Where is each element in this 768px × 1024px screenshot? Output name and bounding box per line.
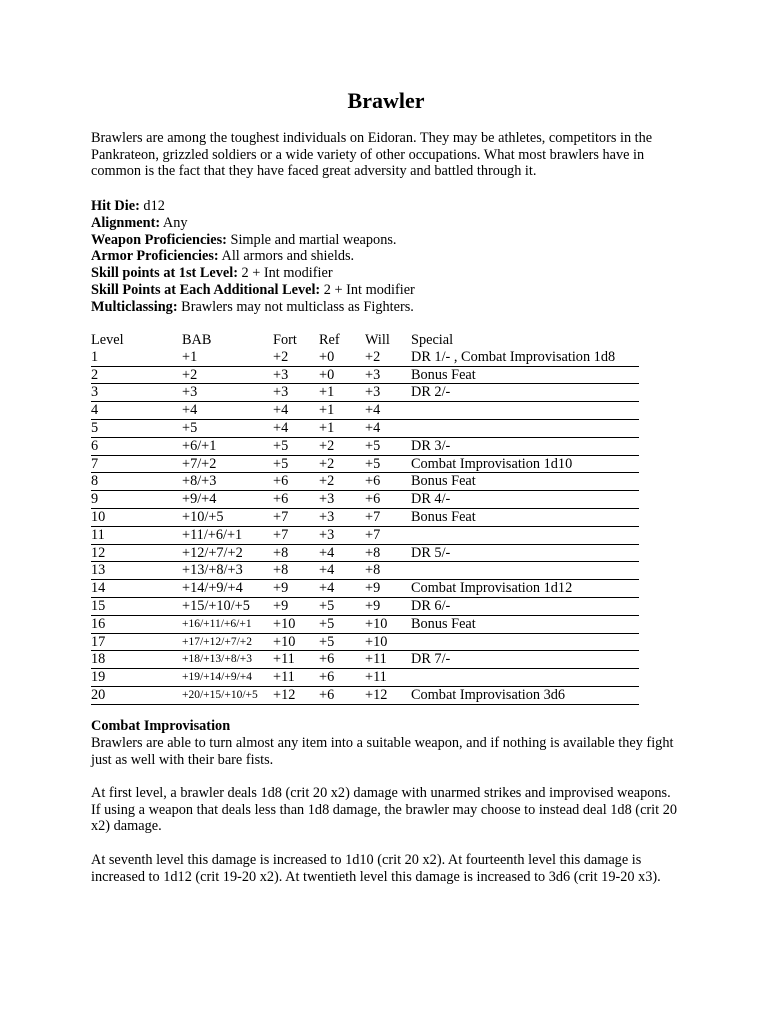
cell-ref: +5: [319, 633, 365, 651]
cell-bab: +9/+4: [182, 491, 273, 509]
cell-will: +11: [365, 669, 411, 687]
attr-value: 2 + Int modifier: [237, 265, 333, 282]
cell-ref: +1: [319, 384, 365, 402]
cell-ref: +6: [319, 651, 365, 669]
cell-special: DR 3/-: [411, 437, 639, 455]
cell-will: +3: [365, 384, 411, 402]
cell-bab: +17/+12/+7/+2: [182, 633, 273, 651]
cell-will: +8: [365, 562, 411, 580]
cell-bab: +7/+2: [182, 455, 273, 473]
attr-label: Alignment:: [91, 214, 161, 231]
cell-bab: +1: [182, 349, 273, 366]
attr-alignment: [91, 215, 681, 232]
cell-ref: +3: [319, 491, 365, 509]
cell-ref: +4: [319, 544, 365, 562]
attr-value: 2 + Int modifier: [320, 281, 415, 298]
cell-ref: +4: [319, 580, 365, 598]
cell-will: +9: [365, 597, 411, 615]
table-row: [91, 686, 639, 704]
attr-label: Skill points at 1st Level:: [91, 265, 238, 282]
combat-improvisation-paragraph-1: Brawlers are able to turn almost any item into a suitable weapon, and if nothing is available they fight just as well with their bare fists.: [91, 735, 674, 768]
attr-label: Skill Points at Each Additional Level:: [91, 281, 321, 298]
header-will: Will: [365, 332, 390, 348]
table-row: [91, 419, 639, 437]
table-row: [91, 491, 639, 509]
table-row: [91, 402, 639, 420]
cell-level: 2: [91, 366, 182, 384]
attr-value: d12: [139, 198, 165, 214]
cell-level: 18: [91, 651, 182, 669]
cell-will: +12: [365, 686, 411, 704]
table-row: [91, 669, 639, 687]
attr-armor-proficiencies: [91, 248, 681, 265]
cell-fort: +3: [273, 384, 319, 402]
cell-fort: +9: [273, 580, 319, 598]
cell-special: Bonus Feat: [411, 615, 639, 633]
cell-level: 13: [91, 562, 182, 580]
cell-ref: +3: [319, 508, 365, 526]
cell-will: +10: [365, 633, 411, 651]
table-row: [91, 633, 639, 651]
cell-fort: +5: [273, 455, 319, 473]
cell-special: [411, 669, 639, 687]
cell-level: 17: [91, 633, 182, 651]
table-row: [91, 580, 639, 598]
cell-bab: +6/+1: [182, 437, 273, 455]
cell-bab: +5: [182, 419, 273, 437]
cell-will: +8: [365, 544, 411, 562]
cell-ref: +6: [319, 669, 365, 687]
cell-ref: +4: [319, 562, 365, 580]
cell-fort: +6: [273, 491, 319, 509]
combat-improvisation-paragraph-2: At first level, a brawler deals 1d8 (crit 20 x2) damage with unarmed strikes and improvised weapons. If using a weapon that deals less than 1d8 damage, the brawler may choose to instead deal 1d8 (crit 20 x2) damage.: [91, 785, 677, 835]
cell-special: [411, 562, 639, 580]
cell-special: DR 6/-: [411, 597, 639, 615]
cell-level: 7: [91, 455, 182, 473]
cell-bab: +19/+14/+9/+4: [182, 669, 273, 687]
cell-ref: +5: [319, 597, 365, 615]
cell-fort: +8: [273, 562, 319, 580]
attr-label: Hit Die:: [91, 198, 140, 214]
cell-special: [411, 419, 639, 437]
cell-fort: +8: [273, 544, 319, 562]
cell-special: DR 7/-: [411, 651, 639, 669]
cell-bab: +4: [182, 402, 273, 420]
cell-will: +5: [365, 437, 411, 455]
table-row: [91, 651, 639, 669]
cell-will: +2: [365, 349, 411, 366]
cell-level: 9: [91, 491, 182, 509]
cell-ref: +0: [319, 366, 365, 384]
attr-label: Multiclassing:: [91, 298, 178, 315]
cell-fort: +10: [273, 615, 319, 633]
cell-special: [411, 633, 639, 651]
combat-improvisation-heading: Combat Improvisation: [91, 718, 231, 734]
cell-will: +3: [365, 366, 411, 384]
cell-level: 19: [91, 669, 182, 687]
cell-fort: +4: [273, 419, 319, 437]
table-row: [91, 508, 639, 526]
cell-level: 20: [91, 686, 182, 704]
attr-skill-points-additional: [91, 282, 681, 299]
cell-fort: +9: [273, 597, 319, 615]
cell-level: 16: [91, 615, 182, 633]
cell-will: +7: [365, 526, 411, 544]
cell-special: Combat Improvisation 1d10: [411, 455, 639, 473]
attr-label: Armor Proficiencies:: [91, 248, 219, 265]
cell-special: Combat Improvisation 1d12: [411, 580, 639, 598]
attr-multiclassing: [91, 299, 681, 316]
cell-bab: +3: [182, 384, 273, 402]
header-special: Special: [411, 332, 454, 348]
cell-fort: +11: [273, 651, 319, 669]
cell-will: +4: [365, 402, 411, 420]
cell-ref: +2: [319, 473, 365, 491]
cell-ref: +0: [319, 349, 365, 366]
cell-fort: +11: [273, 669, 319, 687]
attr-value: Simple and martial weapons.: [226, 231, 397, 248]
cell-level: 11: [91, 526, 182, 544]
cell-will: +4: [365, 419, 411, 437]
cell-bab: +12/+7/+2: [182, 544, 273, 562]
cell-bab: +16/+11/+6/+1: [182, 615, 273, 633]
cell-level: 10: [91, 508, 182, 526]
cell-special: DR 5/-: [411, 544, 639, 562]
attr-hit-die: [91, 198, 681, 215]
table-row: [91, 615, 639, 633]
cell-will: +7: [365, 508, 411, 526]
attr-skill-points-first: [91, 265, 681, 282]
cell-level: 8: [91, 473, 182, 491]
cell-ref: +1: [319, 402, 365, 420]
cell-bab: +2: [182, 366, 273, 384]
cell-fort: +12: [273, 686, 319, 704]
cell-will: +10: [365, 615, 411, 633]
cell-bab: +18/+13/+8/+3: [182, 651, 273, 669]
cell-level: 1: [91, 349, 182, 366]
cell-ref: +6: [319, 686, 365, 704]
cell-special: Bonus Feat: [411, 508, 639, 526]
cell-special: Bonus Feat: [411, 366, 639, 384]
progression-table: [91, 332, 639, 705]
cell-level: 12: [91, 544, 182, 562]
cell-fort: +6: [273, 473, 319, 491]
cell-fort: +5: [273, 437, 319, 455]
table-row: [91, 473, 639, 491]
cell-level: 5: [91, 419, 182, 437]
table-row: [91, 437, 639, 455]
table-row: [91, 349, 639, 366]
cell-bab: +13/+8/+3: [182, 562, 273, 580]
table-row: [91, 562, 639, 580]
cell-will: +6: [365, 491, 411, 509]
cell-will: +11: [365, 651, 411, 669]
cell-special: [411, 402, 639, 420]
cell-level: 14: [91, 580, 182, 598]
cell-ref: +1: [319, 419, 365, 437]
cell-fort: +4: [273, 402, 319, 420]
cell-fort: +10: [273, 633, 319, 651]
table-row: [91, 526, 639, 544]
header-bab: BAB: [182, 332, 212, 348]
cell-fort: +7: [273, 508, 319, 526]
table-row: [91, 384, 639, 402]
header-ref: Ref: [319, 332, 340, 348]
table-row: [91, 366, 639, 384]
cell-level: 15: [91, 597, 182, 615]
cell-special: DR 2/-: [411, 384, 639, 402]
cell-fort: +3: [273, 366, 319, 384]
cell-ref: +2: [319, 455, 365, 473]
header-level: Level: [91, 332, 124, 348]
intro-paragraph: Brawlers are among the toughest individuals on Eidoran. They may be athletes, competitors in the Pankrateon, grizzled soldiers or a wide variety of other occupations. What most brawlers have in common is the fact that they have faced great adversity and battled through it.: [91, 130, 653, 180]
cell-special: DR 4/-: [411, 491, 639, 509]
attr-value: Any: [160, 214, 188, 231]
class-attributes: [91, 198, 681, 316]
table-row: [91, 455, 639, 473]
cell-special: Bonus Feat: [411, 473, 639, 491]
cell-bab: +10/+5: [182, 508, 273, 526]
cell-will: +5: [365, 455, 411, 473]
cell-fort: +7: [273, 526, 319, 544]
cell-will: +9: [365, 580, 411, 598]
attr-label: Weapon Proficiencies:: [91, 231, 227, 248]
cell-bab: +8/+3: [182, 473, 273, 491]
cell-will: +6: [365, 473, 411, 491]
cell-bab: +11/+6/+1: [182, 526, 273, 544]
table-row: [91, 597, 639, 615]
table-header-row: [91, 332, 639, 349]
header-fort: Fort: [273, 332, 297, 348]
cell-level: 6: [91, 437, 182, 455]
cell-level: 3: [91, 384, 182, 402]
cell-fort: +2: [273, 349, 319, 366]
cell-special: DR 1/- , Combat Improvisation 1d8: [411, 349, 639, 366]
attr-weapon-proficiencies: [91, 232, 681, 249]
attr-value: Brawlers may not multiclass as Fighters.: [177, 298, 414, 315]
cell-ref: +5: [319, 615, 365, 633]
combat-improvisation-paragraph-3: At seventh level this damage is increased to 1d10 (crit 20 x2). At fourteenth level this damage is increased to 1d12 (crit 19-20 x2). At twentieth level this damage is increased to 3d6 (crit 19-20 x3).: [91, 852, 661, 885]
cell-ref: +3: [319, 526, 365, 544]
cell-special: [411, 526, 639, 544]
cell-level: 4: [91, 402, 182, 420]
cell-bab: +15/+10/+5: [182, 597, 273, 615]
cell-ref: +2: [319, 437, 365, 455]
cell-bab: +14/+9/+4: [182, 580, 273, 598]
cell-special: Combat Improvisation 3d6: [411, 686, 639, 704]
table-row: [91, 544, 639, 562]
attr-value: All armors and shields.: [218, 248, 355, 265]
cell-bab: +20/+15/+10/+5: [182, 686, 273, 704]
page-title: Brawler: [347, 88, 425, 113]
